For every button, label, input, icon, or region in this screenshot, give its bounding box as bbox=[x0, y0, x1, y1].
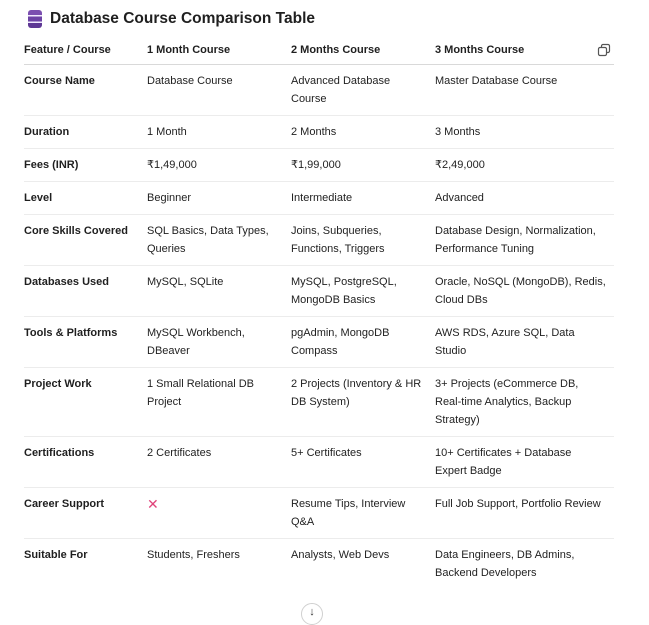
table-row bbox=[24, 65, 614, 116]
row-feature-label: Tools & Platforms bbox=[24, 317, 147, 368]
table-cell: Database Design, Normalization, Performance Tuning bbox=[435, 215, 614, 266]
table-cell: Oracle, NoSQL (MongoDB), Redis, Cloud DBs bbox=[435, 266, 614, 317]
table-cell: Resume Tips, Interview Q&A bbox=[291, 488, 435, 539]
table-cell: 5+ Certificates bbox=[291, 437, 435, 488]
table-cell: 2 Months bbox=[291, 116, 435, 149]
table-cell: Advanced Database Course bbox=[291, 65, 435, 116]
table-cell: AWS RDS, Azure SQL, Data Studio bbox=[435, 317, 614, 368]
header-3-months: 3 Months Course bbox=[435, 36, 614, 65]
cross-icon: ✕ bbox=[147, 496, 159, 512]
row-feature-label: Certifications bbox=[24, 437, 147, 488]
row-feature-label: Duration bbox=[24, 116, 147, 149]
table-row bbox=[24, 539, 614, 590]
table-cell: 2 Certificates bbox=[147, 437, 291, 488]
table-row bbox=[24, 317, 614, 368]
table-title: Database Course Comparison Table bbox=[50, 10, 316, 27]
table-heading bbox=[28, 10, 315, 28]
table-cell bbox=[147, 488, 291, 539]
scroll-down-button[interactable] bbox=[301, 603, 323, 625]
row-feature-label: Career Support bbox=[24, 488, 147, 539]
table-cell: ₹1,49,000 bbox=[147, 149, 291, 182]
table-row bbox=[24, 266, 614, 317]
table-cell: MySQL Workbench, DBeaver bbox=[147, 317, 291, 368]
table-cell: Full Job Support, Portfolio Review bbox=[435, 488, 614, 539]
table-row bbox=[24, 437, 614, 488]
row-feature-label: Course Name bbox=[24, 65, 147, 116]
row-feature-label: Databases Used bbox=[24, 266, 147, 317]
table-cell: 1 Month bbox=[147, 116, 291, 149]
table-header-row bbox=[24, 36, 614, 65]
table-cell: Master Database Course bbox=[435, 65, 614, 116]
table-cell: ₹1,99,000 bbox=[291, 149, 435, 182]
header-2-months: 2 Months Course bbox=[291, 36, 435, 65]
table-row bbox=[24, 215, 614, 266]
row-feature-label: Suitable For bbox=[24, 549, 88, 561]
table-cell: Students, Freshers bbox=[147, 549, 240, 561]
table-cell: 2 Projects (Inventory & HR DB System) bbox=[291, 368, 435, 437]
table-cell: Data Engineers, DB Admins, Backend Developers bbox=[435, 549, 575, 579]
table-row bbox=[24, 116, 614, 149]
header-feature: Feature / Course bbox=[24, 36, 147, 65]
table-cell: SQL Basics, Data Types, Queries bbox=[147, 215, 291, 266]
row-feature-label: Project Work bbox=[24, 368, 147, 437]
database-icon bbox=[28, 10, 42, 28]
comparison-table bbox=[24, 36, 614, 589]
table-cell: 3+ Projects (eCommerce DB, Real-time Analytics, Backup Strategy) bbox=[435, 368, 614, 437]
arrow-down-icon: ↓ bbox=[309, 606, 315, 618]
table-row bbox=[24, 149, 614, 182]
table-cell: ₹2,49,000 bbox=[435, 149, 614, 182]
row-feature-label: Level bbox=[24, 182, 147, 215]
table-cell: Beginner bbox=[147, 182, 291, 215]
table-row bbox=[24, 368, 614, 437]
table-cell: Intermediate bbox=[291, 182, 435, 215]
table-row bbox=[24, 488, 614, 539]
table-cell: pgAdmin, MongoDB Compass bbox=[291, 317, 435, 368]
table-cell: Joins, Subqueries, Functions, Triggers bbox=[291, 215, 435, 266]
table-cell: MySQL, SQLite bbox=[147, 266, 291, 317]
row-feature-label: Fees (INR) bbox=[24, 149, 147, 182]
table-cell: 3 Months bbox=[435, 116, 614, 149]
table-cell: Advanced bbox=[435, 182, 614, 215]
table-row bbox=[24, 182, 614, 215]
table-cell: 1 Small Relational DB Project bbox=[147, 368, 291, 437]
table-cell: 10+ Certificates + Database Expert Badge bbox=[435, 437, 614, 488]
row-feature-label: Core Skills Covered bbox=[24, 215, 147, 266]
table-cell: MySQL, PostgreSQL, MongoDB Basics bbox=[291, 266, 435, 317]
table-cell: Database Course bbox=[147, 65, 291, 116]
table-body bbox=[24, 65, 614, 590]
table-cell: Analysts, Web Devs bbox=[291, 549, 390, 561]
header-1-month: 1 Month Course bbox=[147, 36, 291, 65]
